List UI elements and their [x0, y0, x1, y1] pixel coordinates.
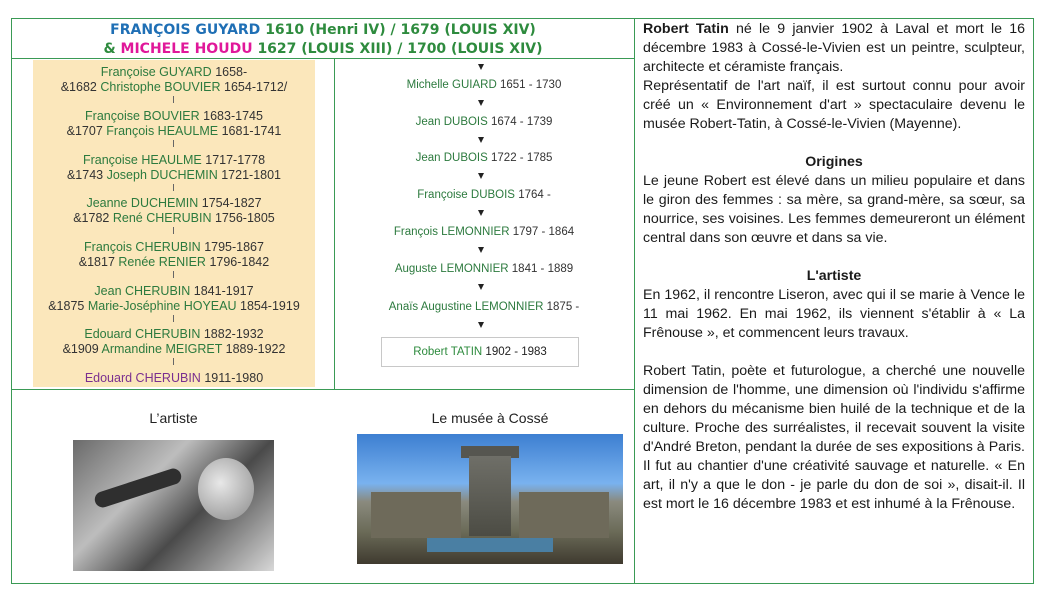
ascendant-years: 1754-1827	[201, 196, 262, 210]
robert-tatin-box	[381, 337, 579, 367]
marriage-year: &1875	[48, 299, 85, 313]
spouse-years: 1681-1741	[221, 124, 282, 138]
spouse-name: Christophe BOUVIER	[100, 80, 221, 94]
arrow-down-icon	[478, 210, 484, 216]
ascendant-generation	[33, 240, 315, 270]
tree-column-divider	[334, 58, 335, 389]
ascendant-generation	[33, 109, 315, 139]
descendant-years: 1722 - 1785	[491, 152, 553, 164]
spouse-name: Armandine MEIGRET	[101, 342, 223, 356]
bio-intro: né le 9 janvier 1902 à Laval et mort le 16 décembre 1983 à Cossé-le-Vivien est un peintre, sculpteur, architecte et céramiste français.	[643, 21, 1025, 75]
marriage-year: &1707	[66, 124, 103, 138]
ascendant-years: 1717-1778	[205, 153, 266, 167]
ascendant-generation	[33, 153, 315, 183]
ascendant-name: François CHERUBIN	[84, 240, 201, 254]
marriage-year: &1909	[62, 342, 99, 356]
museum-photo	[357, 434, 623, 564]
descendant-years: 1875 -	[546, 301, 580, 313]
ascendant-name: Jeanne DUCHEMIN	[86, 196, 199, 210]
descendant-box-years: 1902 - 1983	[485, 346, 547, 358]
descendant-row	[335, 79, 633, 91]
arrow-down-icon	[478, 284, 484, 290]
descendant-row	[335, 226, 633, 238]
ascendant-years: 1795-1867	[204, 240, 264, 254]
tree-connector	[173, 271, 174, 278]
page-title	[12, 21, 634, 59]
descendant-name: Françoise DUBOIS	[417, 189, 515, 201]
marriage-year: &1782	[73, 211, 110, 225]
tree-connector	[173, 358, 174, 365]
descendant-years: 1674 - 1739	[491, 116, 553, 128]
spouse-years: 1721-1801	[221, 168, 282, 182]
museum-caption: Le musée à Cossé	[431, 410, 549, 426]
artist-heading: L'artiste	[806, 268, 862, 284]
spouse-years: 1756-1805	[214, 211, 275, 225]
title-ampersand: &	[103, 41, 121, 57]
biography	[643, 20, 1025, 514]
spouse-name: Renée RENIER	[118, 255, 206, 269]
tree-divider	[11, 389, 635, 390]
ascendant-name: Françoise BOUVIER	[85, 109, 200, 123]
ascendant-generation	[33, 327, 315, 357]
descendant-name: Anaïs Augustine LEMONNIER	[388, 301, 544, 313]
ascendant-years: 1658-	[215, 65, 248, 79]
descendant-row	[335, 301, 633, 313]
spouse-years: 1889-1922	[225, 342, 286, 356]
descendant-row	[335, 263, 633, 275]
spouse-name: François HEAULME	[106, 124, 219, 138]
arrow-down-icon	[478, 137, 484, 143]
tree-connector	[173, 184, 174, 191]
marriage-year: &1817	[78, 255, 115, 269]
ascendant-final	[33, 371, 315, 386]
descendant-row	[335, 152, 633, 164]
spouse-years: 1796-1842	[209, 255, 270, 269]
spouse-years: 1854-1919	[240, 299, 300, 313]
artist-photo	[73, 440, 274, 571]
bio-name: Robert Tatin	[643, 21, 729, 37]
descendant-years: 1841 - 1889	[511, 263, 574, 275]
ascendant-generation	[33, 65, 315, 95]
artist-text-2: Robert Tatin, poète et futurologue, a cherché une nouvelle dimension de l'homme, une dimension où l'individu s'affirme en dehors du mécanisme bien huilé de la technique et de la culture. Proche des surréalistes, il recevait souvent la visite d'André Breton, pendant la durée de ses expositions à Paris. Il fut au chantier d'une créativité sauvage et naturelle. « En art, il n'y a que le don - je parle du don de soi », disait-il. Il est mort le 16 décembre 1983 et est inhumé à la Frênouse.	[643, 363, 1025, 512]
artist-caption: L’artiste	[149, 410, 198, 426]
tree-connector	[173, 96, 174, 103]
arrow-down-icon	[478, 100, 484, 106]
descendant-box-name: Robert TATIN	[413, 346, 483, 358]
spouse-name: Marie-Joséphine HOYEAU	[87, 299, 237, 313]
title-michele-name: MICHELE HOUDU	[120, 41, 253, 57]
spouse-years: 1654-1712/	[224, 80, 288, 94]
arrow-down-icon	[478, 322, 484, 328]
arrow-down-icon	[478, 247, 484, 253]
column-divider	[634, 18, 635, 584]
descendant-name: Jean DUBOIS	[415, 152, 488, 164]
descendant-years: 1797 - 1864	[512, 226, 575, 238]
descendant-name: François LEMONNIER	[393, 226, 510, 238]
tree-connector	[173, 140, 174, 147]
descendant-name: Auguste LEMONNIER	[394, 263, 509, 275]
artist-text-1: En 1962, il rencontre Liseron, avec qui il se marie à Vence le 11 mai 1962. En mai 1962, ils viennent s'établir à « La Frênouse », et commencent leurs travaux.	[643, 287, 1025, 341]
tree-connector	[173, 227, 174, 234]
ascendant-generation	[33, 196, 315, 226]
origins-text: Le jeune Robert est élevé dans un milieu populaire et dans le giron des femmes : sa mère, sa grand-mère, sa sœur, sa nourrice, ses voisines. Les femmes demeureront un élément central dans son œuvre et dans sa vie.	[643, 173, 1025, 246]
ascendant-name: Françoise GUYARD	[100, 65, 212, 79]
ascendant-name: Jean CHERUBIN	[94, 284, 191, 298]
descendant-name: Jean DUBOIS	[415, 116, 488, 128]
ascendant-generation	[33, 284, 315, 314]
descendant-years: 1764 -	[518, 189, 551, 201]
bio-intro2: Représentatif de l'art naïf, il est surtout connu pour avoir créé un « Environnement d'art » spectaculaire devenu le musée Robert-Tatin, à Cossé-le-Vivien (Mayenne).	[643, 78, 1025, 132]
descendant-row	[335, 189, 633, 201]
arrow-down-icon	[478, 64, 484, 70]
origins-heading: Origines	[805, 154, 863, 170]
ascendant-name: Françoise HEAULME	[82, 153, 202, 167]
ascendant-years: 1882-1932	[203, 327, 264, 341]
tree-connector	[173, 315, 174, 322]
marriage-year: &1682	[60, 80, 97, 94]
marriage-year: &1743	[66, 168, 104, 182]
descendant-row	[335, 116, 633, 128]
ascendant-final-name: Edouard CHERUBIN	[84, 371, 201, 385]
ascendant-years: 1683-1745	[203, 109, 263, 123]
descendant-years: 1651 - 1730	[499, 79, 562, 91]
title-francois-dates: 1610 (Henri IV) / 1679 (LOUIS XIV)	[265, 22, 536, 38]
descendant-name: Michelle GUIARD	[406, 79, 497, 91]
title-michele-dates: 1627 (LOUIS XIII) / 1700 (LOUIS XIV)	[257, 41, 543, 57]
ascendant-years: 1841-1917	[193, 284, 254, 298]
arrow-down-icon	[478, 173, 484, 179]
ascendant-final-years: 1911-1980	[204, 371, 264, 385]
title-francois-name: FRANÇOIS GUYARD	[110, 22, 261, 38]
ascendant-name: Edouard CHERUBIN	[84, 327, 201, 341]
spouse-name: Joseph DUCHEMIN	[106, 168, 218, 182]
spouse-name: René CHERUBIN	[112, 211, 212, 225]
